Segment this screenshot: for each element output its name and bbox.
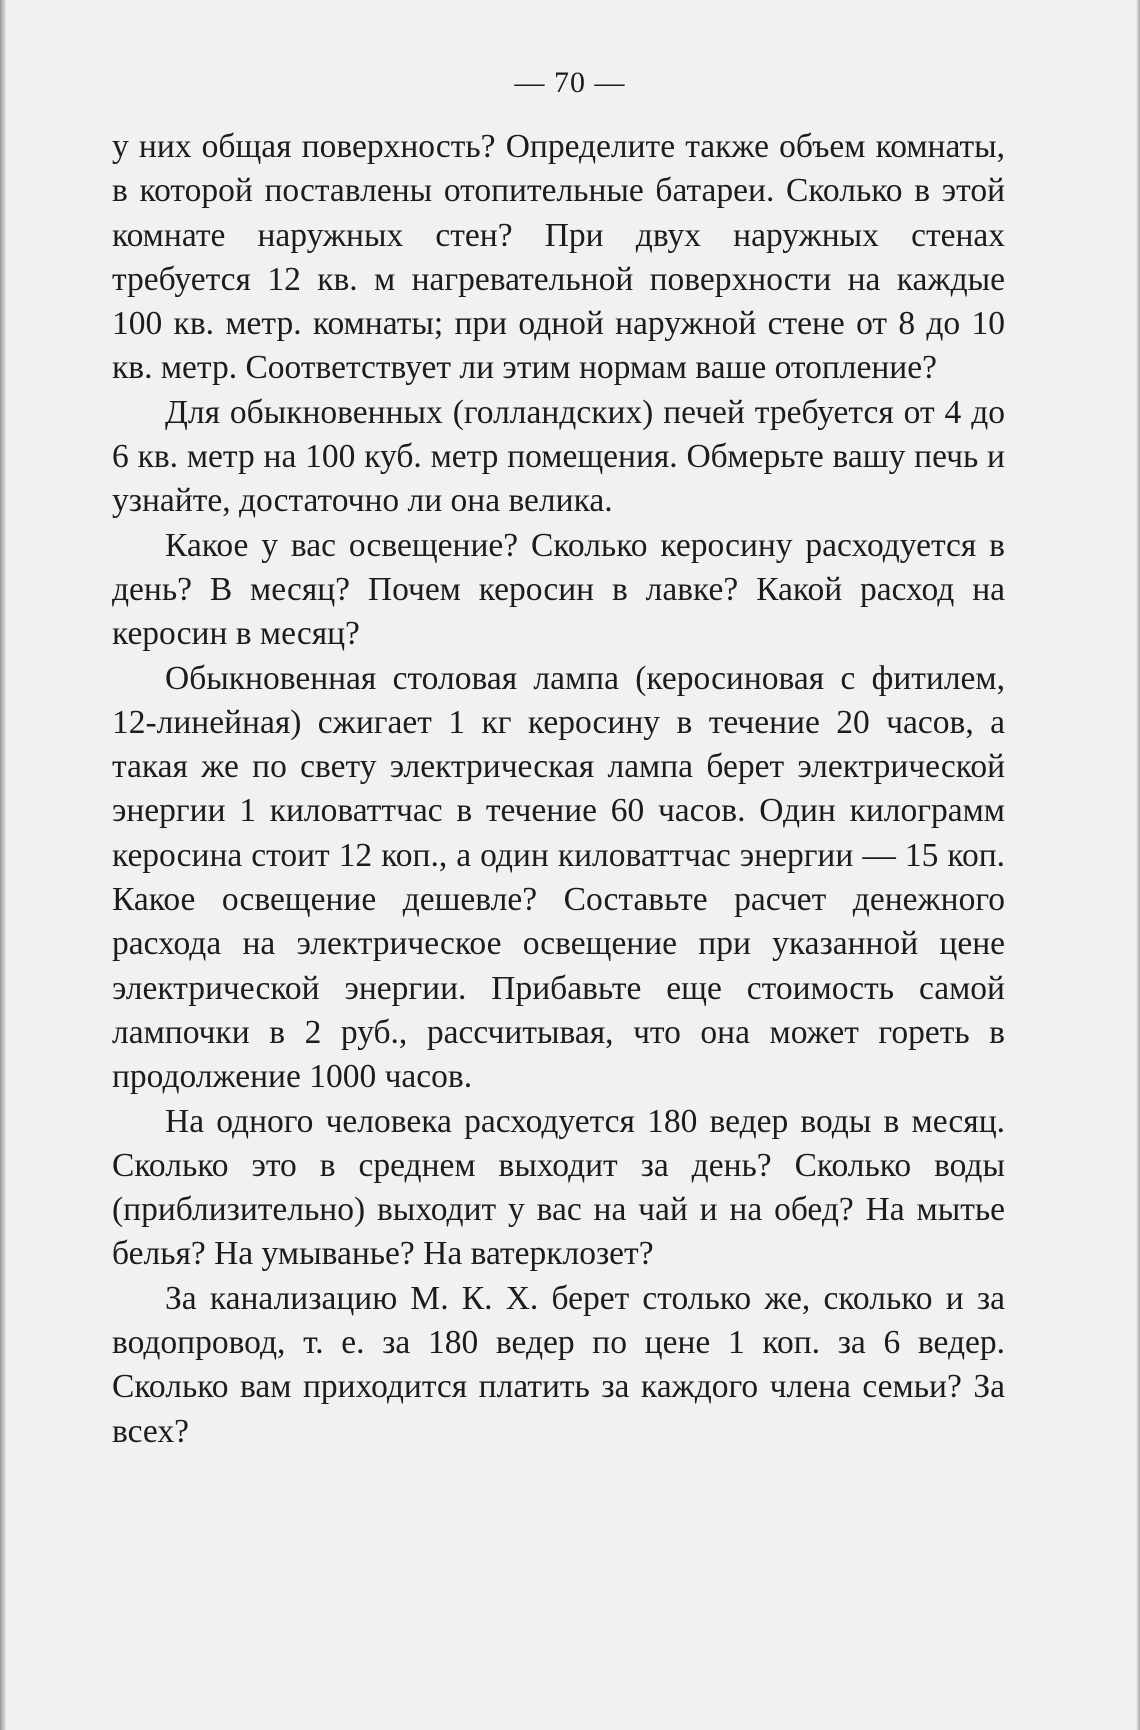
page-edge-right bbox=[1136, 0, 1140, 1730]
body-text bbox=[112, 125, 1005, 1454]
paragraph-lamp-comparison: Обыкновенная столовая лампа (керосиновая с фитилем, 12-линейная) сжигает 1 кг керосину в течение 20 часов, а такая же по свету электрическая лампа берет электрической энергии 1 киловаттчас в течение 60 часов. Один килограмм керосина стоит 12 коп., а один киловаттчас энергии — 15 коп. Какое освещение дешевле? Составьте расчет денежного расхода на электрическое освещение при указанной цене электрической энергии. Прибавьте еще стоимость самой лампочки в 2 руб., рассчитывая, что она может гореть в продолжение 1000 часов. bbox=[112, 659, 1005, 1096]
paragraph-lighting-question: Какое у вас освещение? Сколько керосину расходуется в день? В месяц? Почем керосин в лавке? Какой расход на керосин в месяц? bbox=[112, 526, 1005, 653]
paragraph-stoves: Для обыкновенных (голландских) печей требуется от 4 до 6 кв. метр на 100 куб. метр помещения. Обмерьте вашу печь и узнайте, достаточно ли она велика. bbox=[112, 393, 1005, 520]
paragraph-sewerage: За канализацию М. К. Х. берет столько же, сколько и за водопровод, т. е. за 180 ведер по цене 1 коп. за 6 ведер. Сколько вам приходится платить за каждого члена семьи? За всех? bbox=[112, 1279, 1005, 1450]
paragraph-water-usage: На одного человека расходуется 180 ведер воды в месяц. Сколько это в среднем выходит за день? Сколько воды (приблизительно) выходит у вас на чай и на обед? На мытье белья? На умыванье? На ватерклозет? bbox=[112, 1102, 1005, 1273]
page-edge-left bbox=[0, 0, 6, 1730]
page-number: — 70 — bbox=[514, 66, 626, 99]
paragraph-heating-continued: у них общая поверхность? Определите также объем комнаты, в которой поставлены отопительные батареи. Сколько в этой комнате наружных стен? При двух наружных стенах требуется 12 кв. м нагревательной поверхности на каждые 100 кв. метр. комнаты; при одной наружной стене от 8 до 10 кв. метр. Соответствует ли этим нормам ваше отопление? bbox=[112, 128, 1005, 387]
